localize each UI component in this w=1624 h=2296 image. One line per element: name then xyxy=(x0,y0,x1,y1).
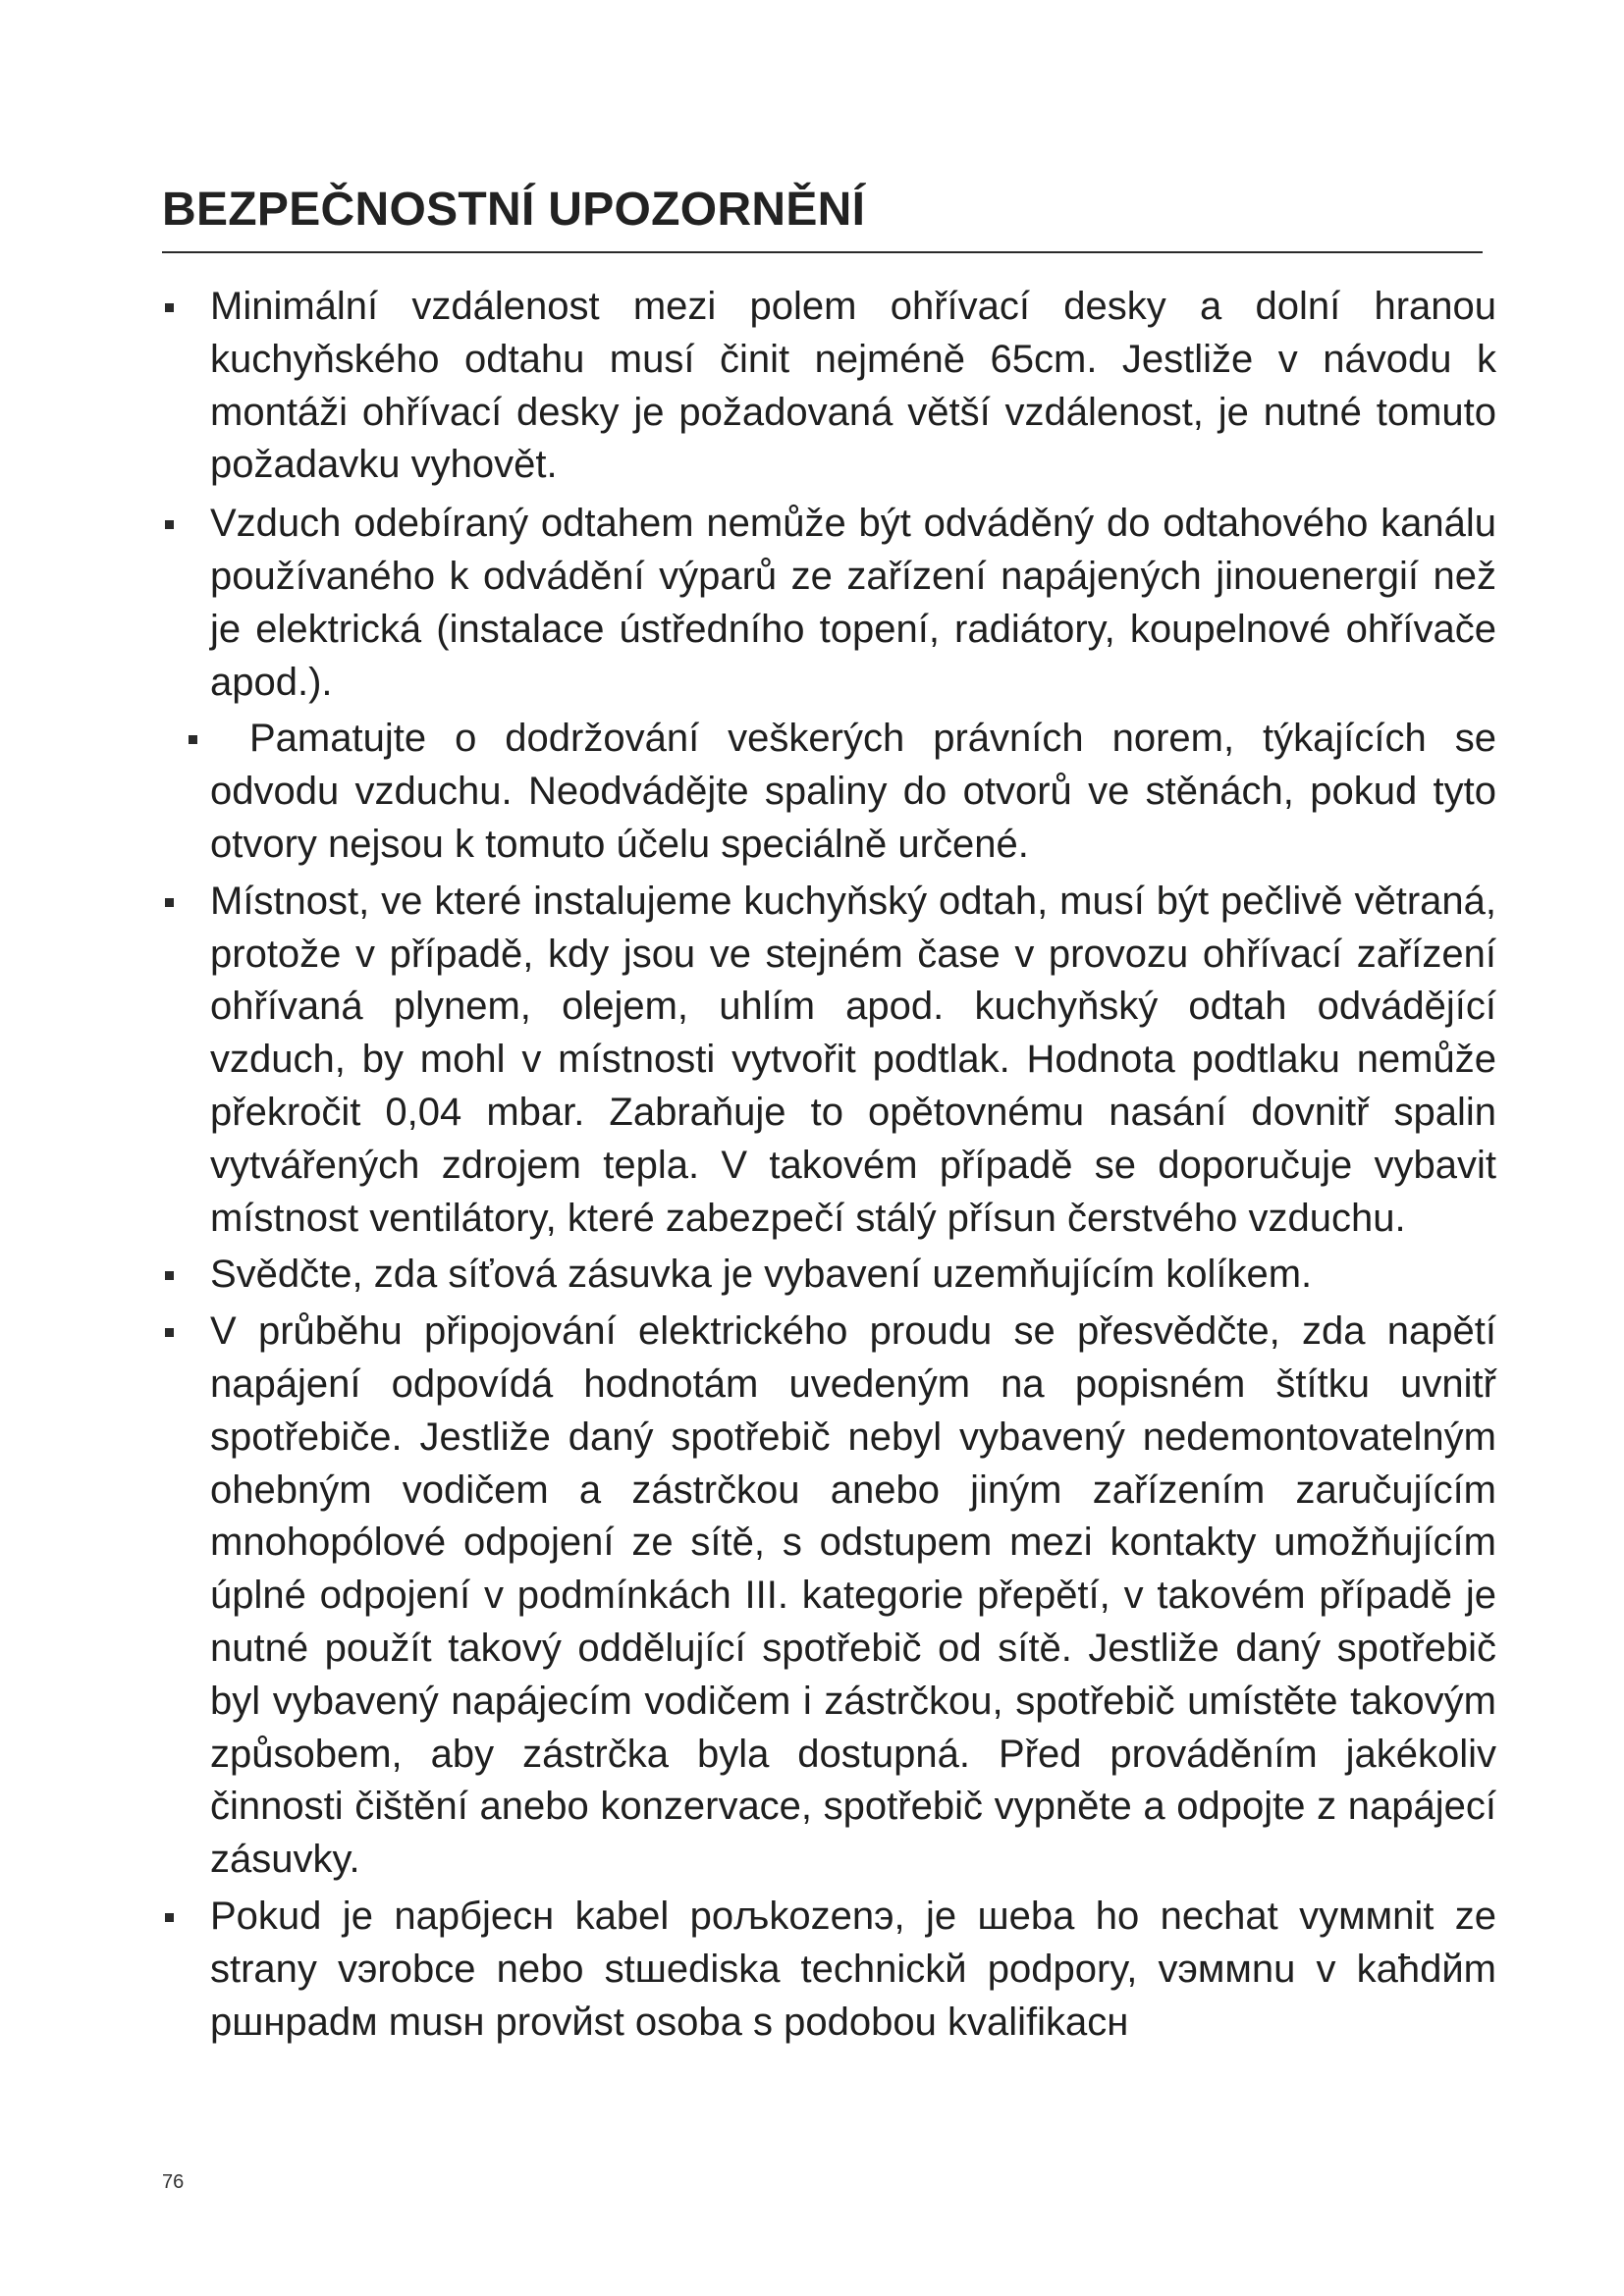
bullet-icon xyxy=(165,1913,174,1922)
list-item-text: V průběhu připojování elektrického proudu se přesvědčte, zda napětí napájení odpovídá hodnotám uvedeným na popisném štítku uvnitř spotřebiče. Jestliže daný spotřebič nebyl vybavený nedemontovatelným ohebným vodičem a zástrčkou anebo jiným zařízením zaručujícím mnohopólové odpojení ze sítě, s odstupem mezi kontakty umožňujícím úplné odpojení v podmínkách III. kategorie přepětí, v takovém případě je nutné použít takový oddělující spotřebič od sítě. Jestliže daný spotřebič byl vybavený napájecím vodičem i zástrčkou, spotřebič umístěte takovým způsobem, aby zástrčka byla dostupná. Před prováděním jakékoliv činnosti čištění anebo konzervace, spotřebič vypněte a odpojte z napájecí zásuvky. xyxy=(210,1309,1496,1882)
title-divider xyxy=(162,251,1483,253)
page-number: 76 xyxy=(162,2171,185,2193)
bullet-icon xyxy=(165,1328,174,1337)
bullet-icon xyxy=(165,898,174,907)
bullet-icon xyxy=(165,303,174,312)
list-item xyxy=(0,281,1496,492)
page-title: BEZPEČNOSTNÍ UPOZORNĚNÍ xyxy=(162,184,866,236)
bullet-icon xyxy=(165,1271,174,1280)
list-item-text: Pamatujte o dodržování veškerých právních norem, týkajících se odvodu vzduchu. Neodvádějte spaliny do otvorů ve stěnách, pokud tyto otvory nejsou k tomuto účelu speciálně určené. xyxy=(210,717,1496,866)
list-item xyxy=(0,498,1496,709)
list-item-text: Minimální vzdálenost mezi polem ohřívací desky a dolní hranou kuchyňského odtahu musí činit nejméně 65cm. Jestliže v návodu k montáži ohřívací desky je požadovaná větší vzdálenost, je nutné tomuto požadavku vyhovět. xyxy=(210,285,1496,487)
list-item xyxy=(0,1306,1496,1887)
bullet-icon xyxy=(165,520,174,529)
list-item xyxy=(0,1891,1496,2049)
list-item xyxy=(0,1249,1496,1302)
bullet-icon xyxy=(189,735,197,744)
list-item-text: Svědčte, zda síťová zásuvka je vybavení uzemňujícím kolíkem. xyxy=(210,1253,1313,1297)
list-item-text: Vzduch odebíraný odtahem nemůže být odváděný do odtahového kanálu používaného k odvádění výparů ze zařízení napájených jinouenergií než je elektrická (instalace ústředního topení, radiátory, koupelnové ohřívače apod.). xyxy=(210,502,1496,704)
list-item-text: Pokud je napбjecн kabel poљkozenэ, je шeba ho nechat vyммnit ze strany vэrobce nebo stшediska technickй podpory, vэммnu v kaћdйm pшнpadм musн provйst osoba s podobou kvalifikacн xyxy=(210,1894,1496,2044)
list-item xyxy=(0,876,1496,1246)
list-item-text: Místnost, ve které instalujeme kuchyňský odtah, musí být pečlivě větraná, protože v případě, kdy jsou ve stejném čase v provozu ohřívací zařízení ohřívaná plynem, olejem, uhlím apod. kuchyňský odtah odvádějící vzduch, by mohl v místnosti vytvořit podtlak. Hodnota podtlaku nemůže překročit 0,04 mbar. Zabraňuje to opětovnému nasání dovnitř spalin vytvářených zdrojem tepla. V takovém případě se doporučuje vybavit místnost ventilátory, které zabezpečí stálý přísun čerstvého vzduchu. xyxy=(210,879,1496,1240)
safety-notice-list xyxy=(0,281,1624,2049)
list-item xyxy=(0,713,1496,871)
